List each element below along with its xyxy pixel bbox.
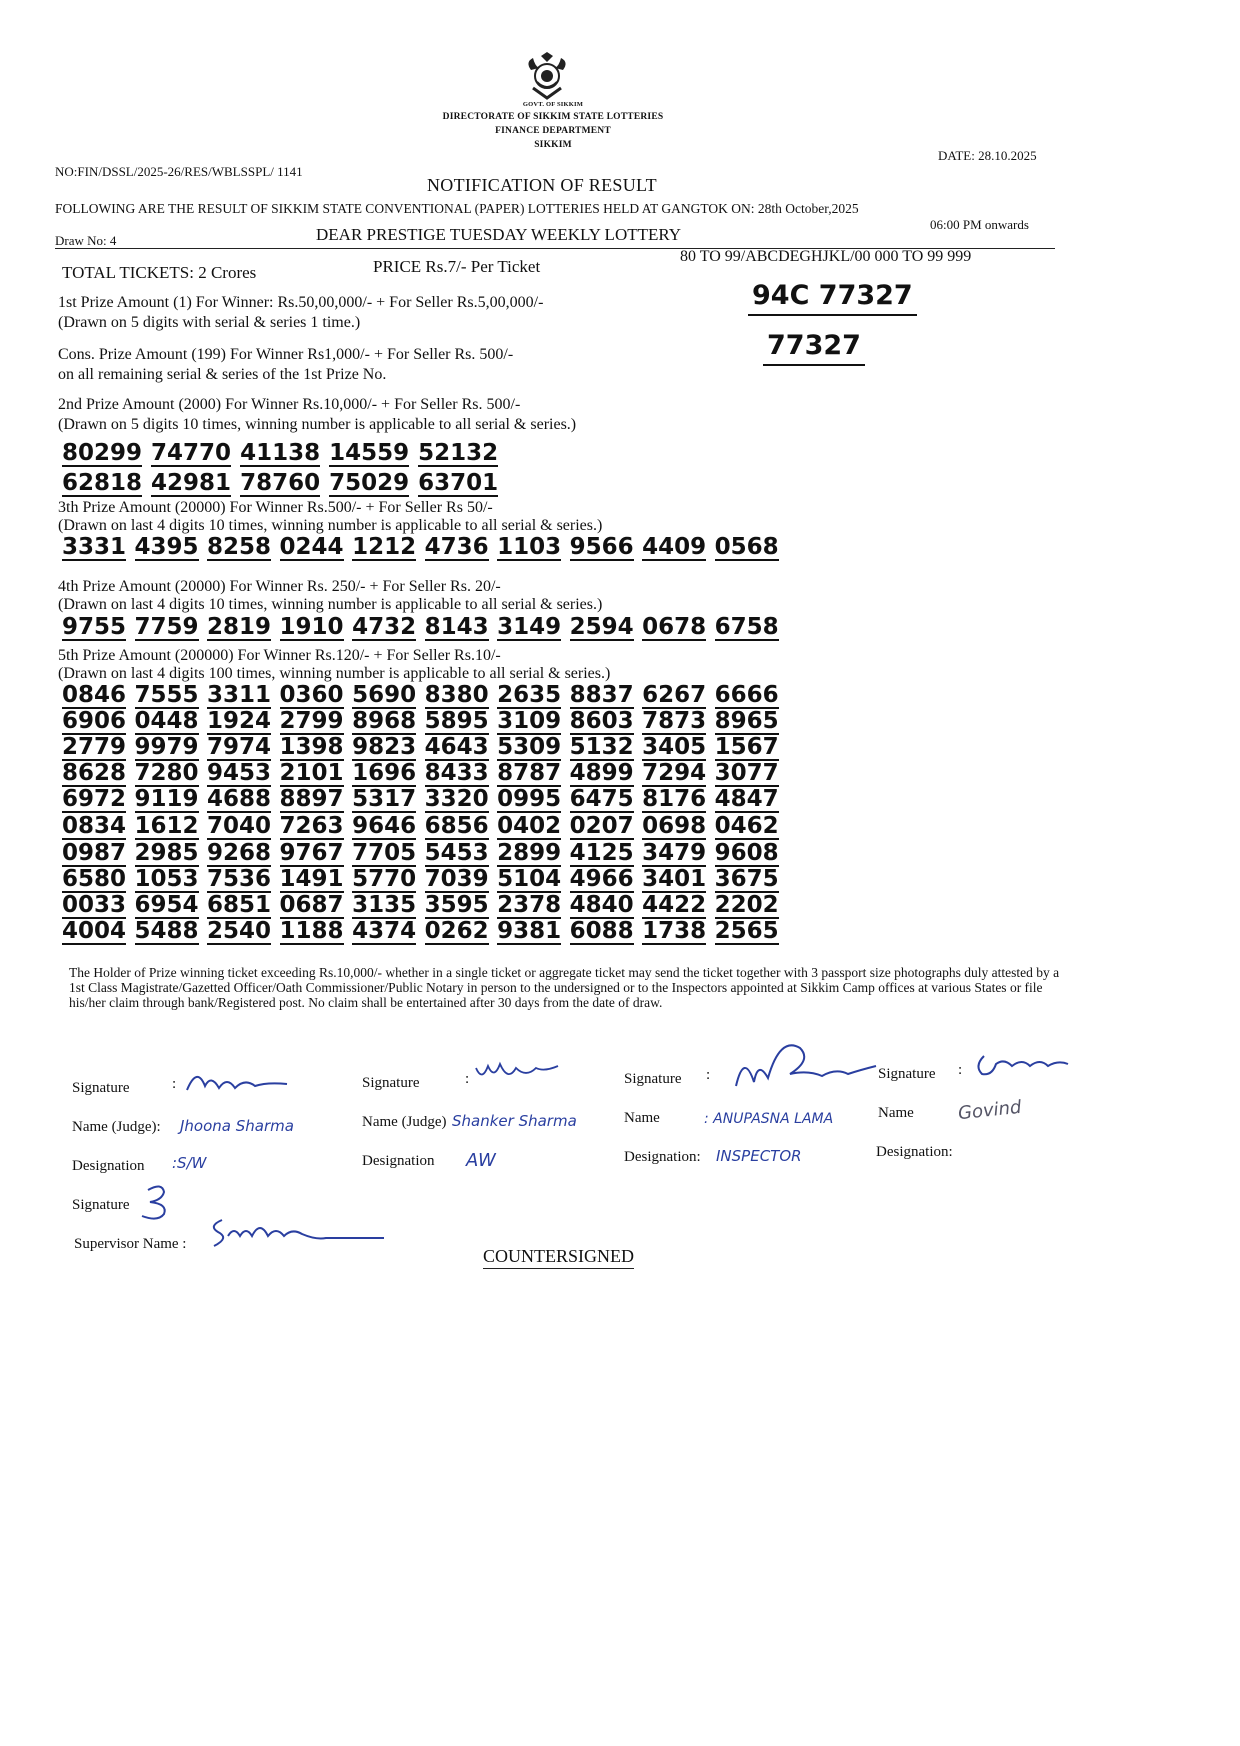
fourth-prize-row (62, 614, 787, 641)
fifth-prize-row (62, 840, 787, 867)
supervisor-name-mark (206, 1212, 386, 1253)
notification-date: DATE: 28.10.2025 (938, 148, 1037, 163)
winning-number: 7536 (207, 866, 272, 892)
winning-number: 0448 (134, 708, 199, 734)
winning-number: 0687 (279, 892, 344, 918)
winning-number: 3320 (424, 786, 489, 812)
winning-number: 1924 (207, 708, 272, 734)
winning-number: 2899 (497, 840, 562, 866)
winning-number: 1738 (642, 918, 707, 944)
winning-number: 0698 (642, 813, 707, 839)
signature-mark (183, 1064, 293, 1101)
ticket-price: PRICE Rs.7/- Per Ticket (373, 257, 541, 276)
name-judge-value: Jhoona Sharma (180, 1117, 294, 1135)
fifth-prize-row (62, 734, 787, 761)
second-prize-row (62, 470, 507, 497)
winning-number: 78760 (240, 470, 321, 496)
winning-number: 9566 (569, 534, 634, 560)
first-prize-line2: (Drawn on 5 digits with serial & series 1 time.) (58, 314, 361, 331)
winning-number: 3675 (714, 866, 779, 892)
winning-number: 1103 (497, 534, 562, 560)
winning-number: 6580 (62, 866, 127, 892)
winning-number: 2101 (279, 760, 344, 786)
lottery-name: DEAR PRESTIGE TUESDAY WEEKLY LOTTERY (316, 225, 682, 244)
winning-number: 41138 (240, 440, 321, 466)
winning-number: 9268 (207, 840, 272, 866)
winning-number: 4736 (424, 534, 489, 560)
winning-number: 2378 (497, 892, 562, 918)
total-tickets: TOTAL TICKETS: 2 Crores (62, 263, 257, 282)
designation-value: INSPECTOR (716, 1147, 802, 1165)
winning-number: 6758 (714, 614, 779, 640)
winning-number: 42981 (151, 470, 232, 496)
winning-number: 4374 (352, 918, 417, 944)
winning-number: 3479 (642, 840, 707, 866)
winning-number: 3135 (352, 892, 417, 918)
name-value: : ANUPASNA LAMA (704, 1111, 834, 1127)
fifth-prize-row (62, 708, 787, 735)
winning-number: 0568 (714, 534, 779, 560)
winning-number: 7263 (279, 813, 344, 839)
name-judge-label: Name (Judge) (362, 1114, 447, 1130)
draw-number: Draw No: 4 (55, 233, 117, 248)
cons-prize-line1: Cons. Prize Amount (199) For Winner Rs1,000/- + For Seller Rs. 500/- (58, 346, 514, 363)
winning-number: 3149 (497, 614, 562, 640)
winning-number: 5104 (497, 866, 562, 892)
winning-number: 9979 (134, 734, 199, 760)
fourth-prize-line2: (Drawn on last 4 digits 10 times, winning number is applicable to all serial & series.) (58, 596, 603, 613)
winning-number: 63701 (418, 470, 499, 496)
winning-number: 14559 (329, 440, 410, 466)
first-prize-line1: 1st Prize Amount (1) For Winner: Rs.50,00,000/- + For Seller Rs.5,00,000/- (58, 294, 544, 311)
winning-number: 4125 (569, 840, 634, 866)
winning-number: 8603 (569, 708, 634, 734)
winning-number: 7705 (352, 840, 417, 866)
winning-number: 3595 (424, 892, 489, 918)
winning-number: 9381 (497, 918, 562, 944)
third-prize-line1: 3th Prize Amount (20000) For Winner Rs.500/- + For Seller Rs 50/- (58, 499, 493, 516)
winning-number: 7873 (642, 708, 707, 734)
winning-number: 3401 (642, 866, 707, 892)
winning-number: 2799 (279, 708, 344, 734)
claim-instructions: The Holder of Prize winning ticket exceeding Rs.10,000/- whether in a single ticket or aggregate ticket may send the ticket together with 3 passport size photographs duly attested by a 1st Class Magistrate/Gazetted Officer/Oath Commissioner/Public Notary in person to the undersigned or to the Inspectors appointed at Sikkim Camp offices at various States or file his/her claim through bank/Registered post. No claim shall be entertained after 30 days from the date of draw. (69, 965, 1060, 1010)
winning-number: 3109 (497, 708, 562, 734)
winning-number: 5309 (497, 734, 562, 760)
winning-number: 1398 (279, 734, 344, 760)
state-label: SIKKIM (534, 140, 572, 150)
third-prize-row (62, 534, 787, 561)
winning-number: 9608 (714, 840, 779, 866)
winning-number: 8837 (569, 682, 634, 708)
winning-number: 9646 (352, 813, 417, 839)
winning-number: 0244 (279, 534, 344, 560)
winning-number: 7759 (134, 614, 199, 640)
designation-label: Designation: (624, 1149, 701, 1165)
winning-number: 62818 (62, 470, 143, 496)
winning-number: 0462 (714, 813, 779, 839)
signature-label: Signature (72, 1080, 130, 1096)
winning-number: 7039 (424, 866, 489, 892)
winning-number: 7280 (134, 760, 199, 786)
winning-number: 3331 (62, 534, 127, 560)
fifth-prize-line2: (Drawn on last 4 digits 100 times, winning number is applicable to all serial & series.) (58, 665, 611, 682)
winning-number: 52132 (418, 440, 499, 466)
sikkim-emblem (523, 52, 571, 102)
ticket-range: 80 TO 99/ABCDEGHJKL/00 000 TO 99 999 (680, 248, 972, 265)
winning-number: 2202 (714, 892, 779, 918)
winning-number: 7555 (134, 682, 199, 708)
draw-time: 06:00 PM onwards (930, 217, 1029, 232)
designation-label: Designation (72, 1158, 145, 1174)
winning-number: 4409 (642, 534, 707, 560)
fifth-prize-row (62, 892, 787, 919)
winning-number: 6906 (62, 708, 127, 734)
winning-number: 0402 (497, 813, 562, 839)
winning-number: 74770 (151, 440, 232, 466)
countersigned-label: COUNTERSIGNED (483, 1246, 634, 1269)
winning-number: 7040 (207, 813, 272, 839)
winning-number: 4422 (642, 892, 707, 918)
winning-number: 8176 (642, 786, 707, 812)
name-label: Name (878, 1105, 914, 1121)
winning-number: 0995 (497, 786, 562, 812)
winning-number: 2540 (207, 918, 272, 944)
cons-prize-line2: on all remaining serial & series of the 1st Prize No. (58, 366, 387, 383)
winning-number: 4966 (569, 866, 634, 892)
winning-number: 3077 (714, 760, 779, 786)
cons-prize-number: 77327 (763, 330, 865, 366)
winning-number: 8143 (424, 614, 489, 640)
second-prize-row (62, 440, 507, 467)
second-prize-line1: 2nd Prize Amount (2000) For Winner Rs.10,000/- + For Seller Rs. 500/- (58, 396, 521, 413)
winning-number: 6972 (62, 786, 127, 812)
winning-number: 0262 (424, 918, 489, 944)
winning-number: 8787 (497, 760, 562, 786)
winning-number: 6954 (134, 892, 199, 918)
winning-number: 5690 (352, 682, 417, 708)
winning-number: 8258 (207, 534, 272, 560)
winning-number: 8965 (714, 708, 779, 734)
winning-number: 80299 (62, 440, 143, 466)
supervisor-signature-mark (138, 1180, 178, 1229)
fifth-prize-row (62, 918, 787, 945)
winning-number: 0678 (642, 614, 707, 640)
signature-label: Signature (362, 1075, 420, 1091)
signature-label: Signature (624, 1071, 682, 1087)
winning-number: 1212 (352, 534, 417, 560)
winning-number: 3311 (207, 682, 272, 708)
winning-number: 6088 (569, 918, 634, 944)
fifth-prize-row (62, 866, 787, 893)
winning-number: 1188 (279, 918, 344, 944)
winning-number: 1053 (134, 866, 199, 892)
winning-number: 2985 (134, 840, 199, 866)
winning-number: 4732 (352, 614, 417, 640)
winning-number: 9823 (352, 734, 417, 760)
winning-number: 1696 (352, 760, 417, 786)
winning-number: 0846 (62, 682, 127, 708)
winning-number: 8380 (424, 682, 489, 708)
winning-number: 0987 (62, 840, 127, 866)
signature-colon: : (465, 1071, 470, 1087)
winning-number: 8897 (279, 786, 344, 812)
name-label: Name (624, 1110, 660, 1126)
winning-number: 4840 (569, 892, 634, 918)
winning-number: 1910 (279, 614, 344, 640)
winning-number: 1567 (714, 734, 779, 760)
fifth-prize-row (62, 682, 787, 709)
fourth-prize-line1: 4th Prize Amount (20000) For Winner Rs. 250/- + For Seller Rs. 20/- (58, 578, 501, 595)
directorate-label: DIRECTORATE OF SIKKIM STATE LOTTERIES (442, 112, 664, 122)
supervisor-signature-label: Signature (72, 1197, 130, 1213)
third-prize-line2: (Drawn on last 4 digits 10 times, winning number is applicable to all serial & series.) (58, 517, 603, 534)
winning-number: 4643 (424, 734, 489, 760)
winning-number: 2779 (62, 734, 127, 760)
winning-number: 2635 (497, 682, 562, 708)
winning-number: 5317 (352, 786, 417, 812)
winning-number: 6666 (714, 682, 779, 708)
winning-number: 9767 (279, 840, 344, 866)
winning-number: 4847 (714, 786, 779, 812)
winning-number: 9119 (134, 786, 199, 812)
designation-value: :S/W (172, 1154, 207, 1172)
winning-number: 9755 (62, 614, 127, 640)
fifth-prize-row (62, 786, 787, 813)
signature-label: Signature (878, 1066, 936, 1082)
govt-label: GOVT. OF SIKKIM (522, 101, 584, 108)
result-intro: FOLLOWING ARE THE RESULT OF SIKKIM STATE CONVENTIONAL (PAPER) LOTTERIES HELD AT GANGTOK ON: 28th October,2025 (55, 201, 859, 216)
winning-number: 7294 (642, 760, 707, 786)
winning-number: 8433 (424, 760, 489, 786)
first-prize-number: 94C 77327 (748, 280, 917, 316)
winning-number: 7974 (207, 734, 272, 760)
winning-number: 0360 (279, 682, 344, 708)
signature-mark (728, 1030, 878, 1097)
winning-number: 2819 (207, 614, 272, 640)
fifth-prize-row (62, 760, 787, 787)
winning-number: 6475 (569, 786, 634, 812)
winning-number: 9453 (207, 760, 272, 786)
winning-number: 75029 (329, 470, 410, 496)
winning-number: 8628 (62, 760, 127, 786)
fifth-prize-line1: 5th Prize Amount (200000) For Winner Rs.120/- + For Seller Rs.10/- (58, 647, 501, 664)
winning-number: 6851 (207, 892, 272, 918)
signature-mark (472, 1058, 562, 1091)
winning-number: 2565 (714, 918, 779, 944)
designation-value: AW (466, 1150, 496, 1171)
winning-number: 5453 (424, 840, 489, 866)
winning-number: 6856 (424, 813, 489, 839)
winning-number: 0033 (62, 892, 127, 918)
winning-number: 1491 (279, 866, 344, 892)
signature-colon: : (958, 1062, 963, 1078)
winning-number: 5770 (352, 866, 417, 892)
winning-number: 5132 (569, 734, 634, 760)
winning-number: 3405 (642, 734, 707, 760)
signature-colon: : (172, 1076, 177, 1092)
department-label: FINANCE DEPARTMENT (495, 126, 611, 136)
supervisor-name-label: Supervisor Name : (74, 1236, 187, 1252)
designation-label: Designation: (876, 1144, 953, 1160)
signature-mark (972, 1050, 1072, 1085)
second-prize-line2: (Drawn on 5 digits 10 times, winning number is applicable to all serial & series.) (58, 416, 577, 433)
winning-number: 4004 (62, 918, 127, 944)
designation-label: Designation (362, 1153, 435, 1169)
winning-number: 8968 (352, 708, 417, 734)
winning-number: 4688 (207, 786, 272, 812)
winning-number: 5895 (424, 708, 489, 734)
name-judge-value: Shanker Sharma (452, 1112, 577, 1130)
winning-number: 5488 (134, 918, 199, 944)
winning-number: 6267 (642, 682, 707, 708)
fifth-prize-row (62, 813, 787, 840)
signature-colon: : (706, 1067, 711, 1083)
winning-number: 4395 (134, 534, 199, 560)
winning-number: 2594 (569, 614, 634, 640)
page-title: NOTIFICATION OF RESULT (427, 175, 657, 195)
winning-number: 0207 (569, 813, 634, 839)
winning-number: 0834 (62, 813, 127, 839)
name-value: Govind (957, 1096, 1023, 1125)
reference-number: NO:FIN/DSSL/2025-26/RES/WBLSSPL/ 1141 (55, 164, 303, 179)
winning-number: 1612 (134, 813, 199, 839)
winning-number: 4899 (569, 760, 634, 786)
name-judge-label: Name (Judge): (72, 1119, 161, 1135)
